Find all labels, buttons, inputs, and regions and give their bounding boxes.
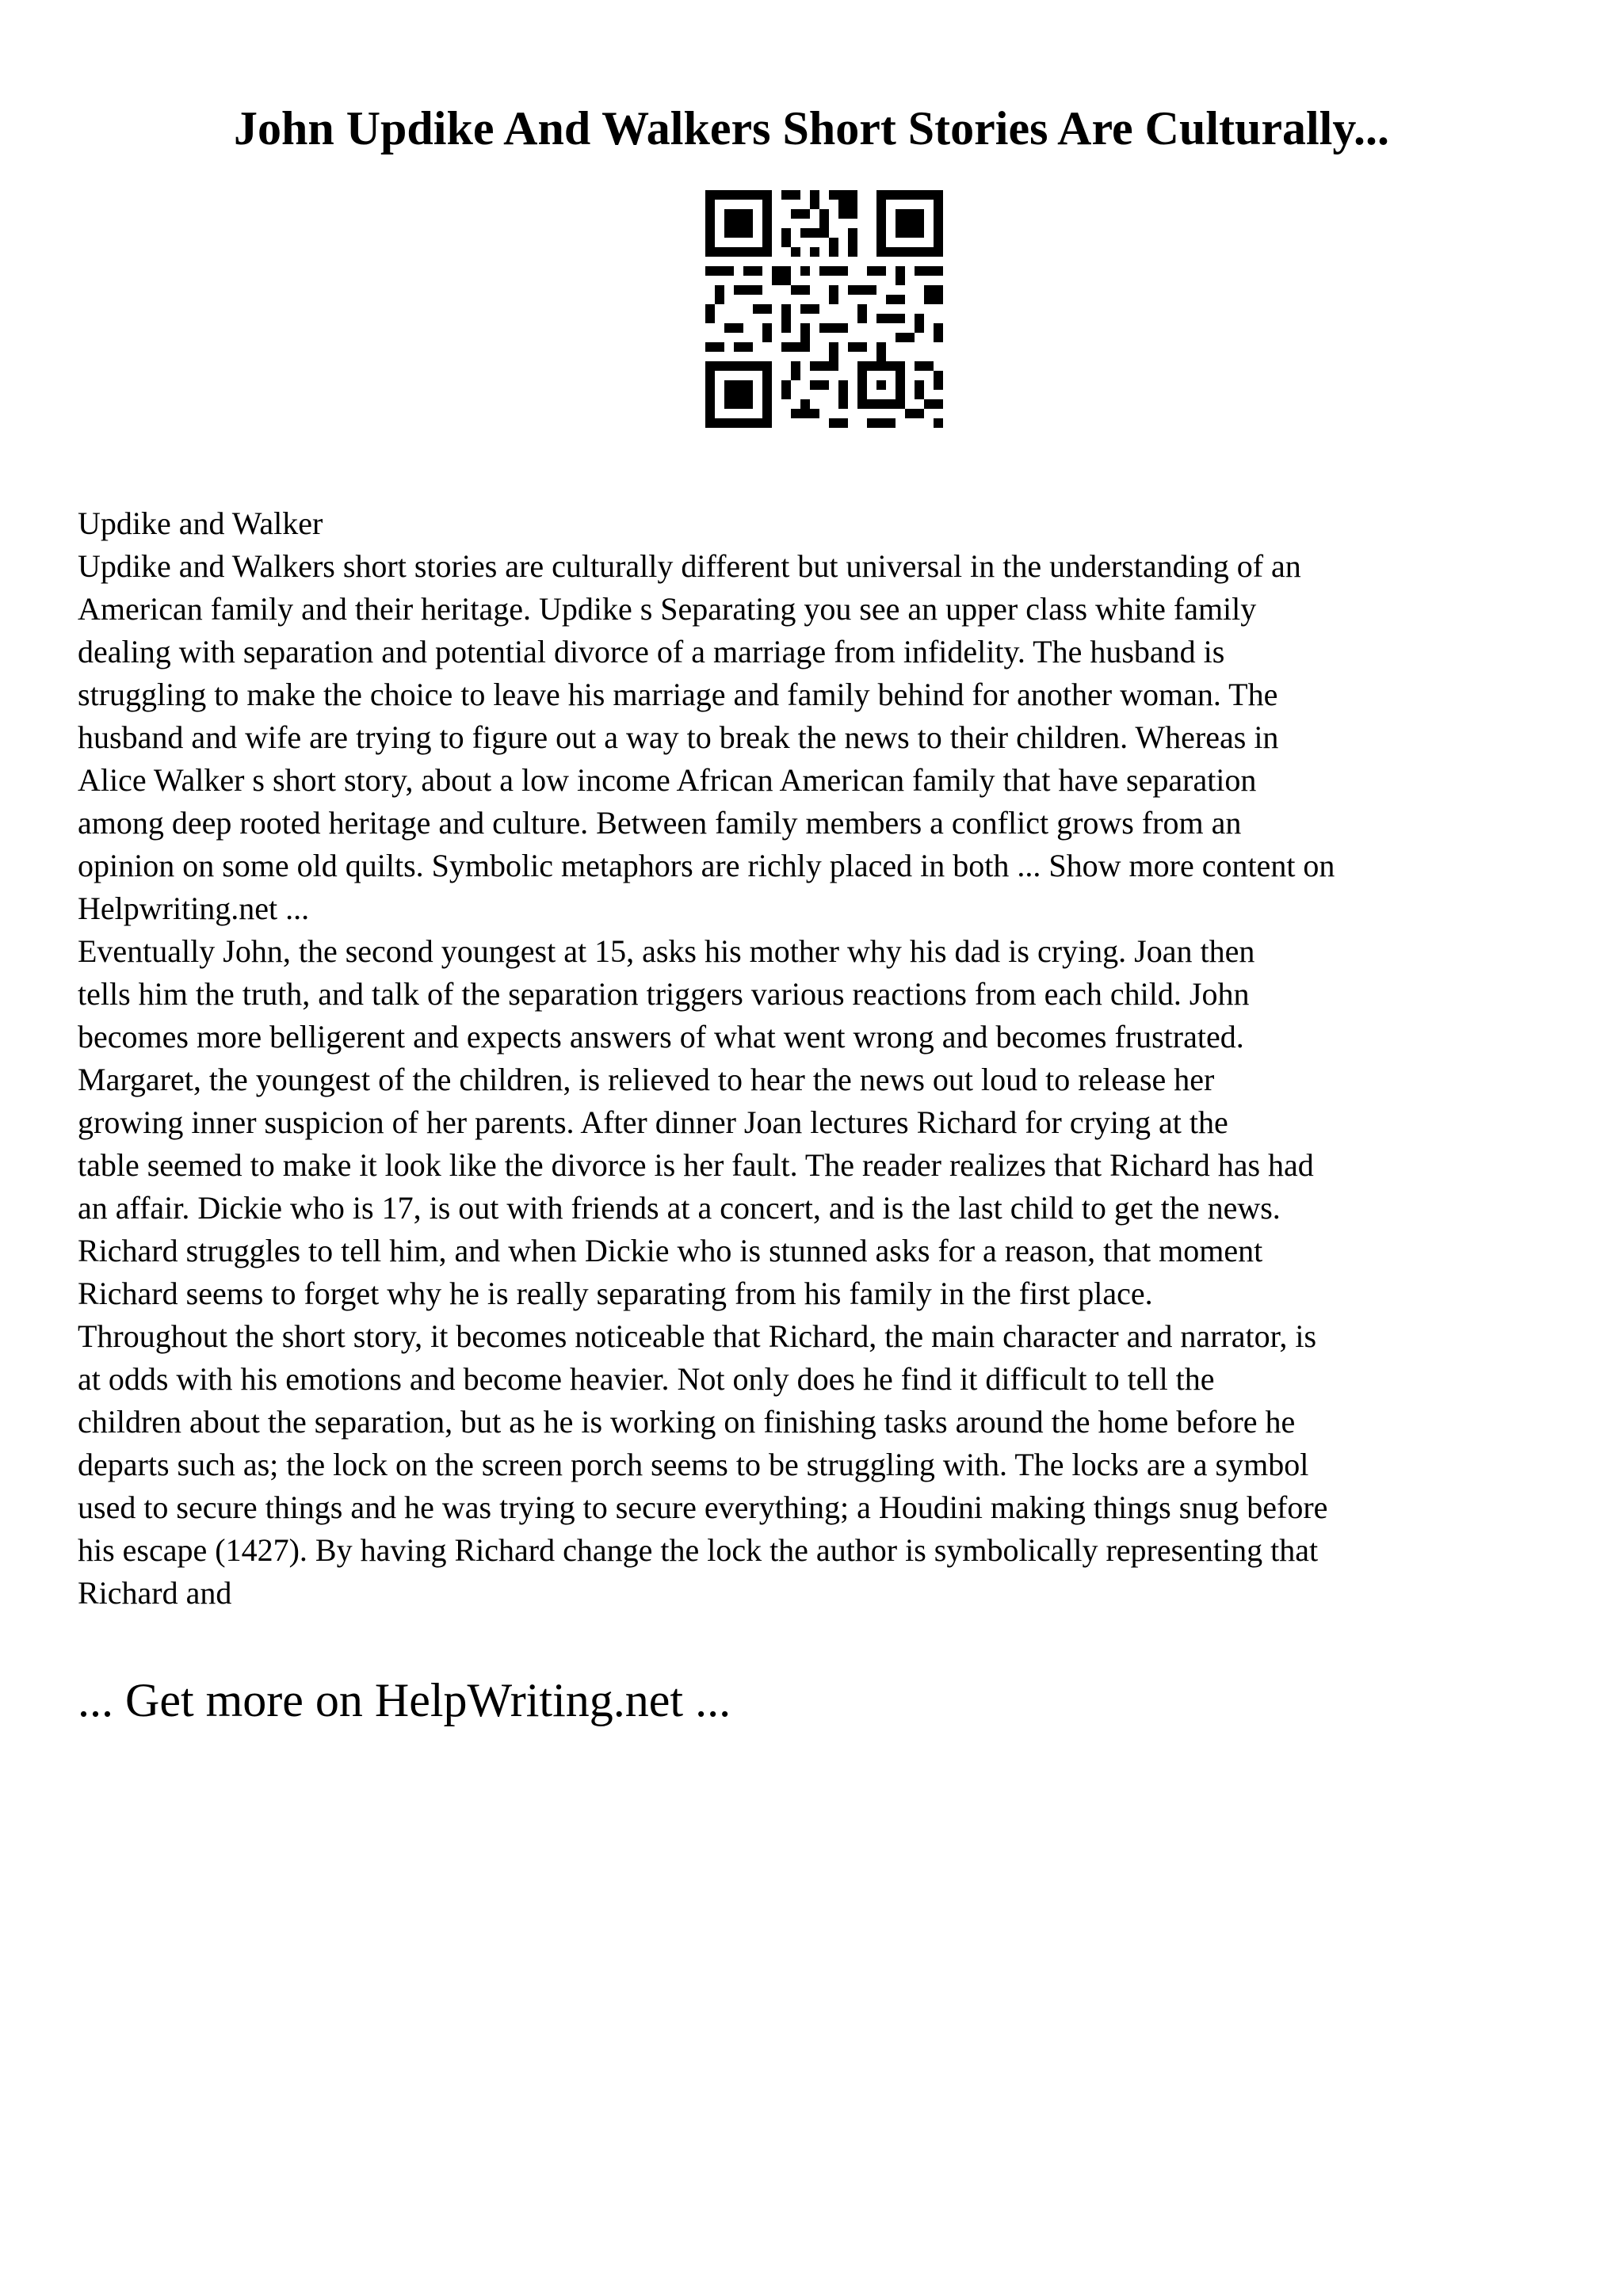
text-line: Updike and Walkers short stories are culturally different but universal in the understanding of an	[78, 548, 1301, 584]
text-line: Updike and Walker	[78, 505, 323, 541]
text-line: an affair. Dickie who is 17, is out with friends at a concert, and is the last child to get the news.	[78, 1190, 1281, 1226]
text-line: tells him the truth, and talk of the separation triggers various reactions from each child. John	[78, 976, 1250, 1012]
text-line: Alice Walker s short story, about a low income African American family that have separation	[78, 762, 1257, 798]
text-line: at odds with his emotions and become heavier. Not only does he find it difficult to tell the	[78, 1361, 1215, 1397]
text-line: used to secure things and he was trying to secure everything; a Houdini making things snug before	[78, 1489, 1328, 1525]
text-line: husband and wife are trying to figure out a way to break the news to their children. Whereas in	[78, 719, 1279, 755]
footer-link-text: ... Get more on HelpWriting.net ...	[78, 1674, 731, 1726]
qr-code-icon	[705, 190, 943, 428]
text-line: table seemed to make it look like the divorce is her fault. The reader realizes that Richard has had	[78, 1147, 1314, 1183]
text-line: American family and their heritage. Updike s Separating you see an upper class white family	[78, 591, 1257, 627]
text-line: Throughout the short story, it becomes noticeable that Richard, the main character and narrator, is	[78, 1318, 1317, 1354]
text-line: among deep rooted heritage and culture. Between family members a conflict grows from an	[78, 805, 1242, 841]
text-line: struggling to make the choice to leave his marriage and family behind for another woman. The	[78, 677, 1278, 712]
document-title: John Updike And Walkers Short Stories Are Culturally...	[233, 102, 1390, 154]
text-line: Helpwriting.net ...	[78, 891, 310, 926]
text-line: his escape (1427). By having Richard change the lock the author is symbolically representing that	[78, 1532, 1319, 1568]
text-line: growing inner suspicion of her parents. After dinner Joan lectures Richard for crying at the	[78, 1104, 1228, 1140]
text-line: becomes more belligerent and expects answers of what went wrong and becomes frustrated.	[78, 1019, 1244, 1055]
text-line: Richard seems to forget why he is really separating from his family in the first place.	[78, 1276, 1153, 1311]
text-line: Richard and	[78, 1575, 232, 1611]
text-line: dealing with separation and potential divorce of a marriage from infidelity. The husband is	[78, 634, 1225, 669]
text-line: Eventually John, the second youngest at 15, asks his mother why his dad is crying. Joan then	[78, 933, 1255, 969]
text-line: children about the separation, but as he is working on finishing tasks around the home before he	[78, 1404, 1296, 1440]
body-text	[78, 502, 1568, 1615]
text-line: opinion on some old quilts. Symbolic metaphors are richly placed in both ... Show more content on	[78, 848, 1335, 883]
text-line: Margaret, the youngest of the children, is relieved to hear the news out loud to release her	[78, 1062, 1215, 1097]
text-line: departs such as; the lock on the screen porch seems to be struggling with. The locks are a symbol	[78, 1447, 1309, 1482]
text-line: Richard struggles to tell him, and when Dickie who is stunned asks for a reason, that moment	[78, 1233, 1263, 1268]
